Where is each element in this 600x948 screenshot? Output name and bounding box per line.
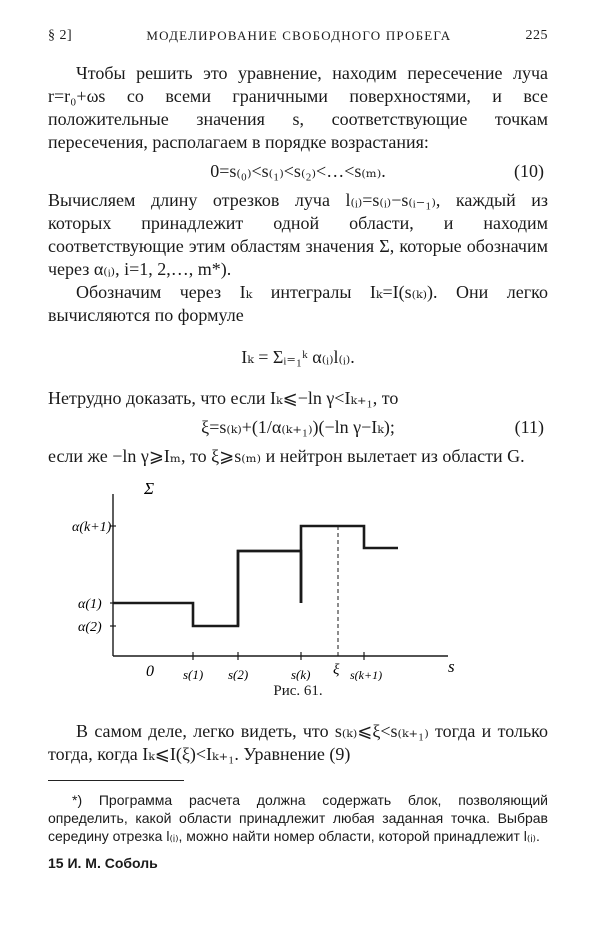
equation-10-number: (10) [514, 161, 544, 181]
origin-label: 0 [146, 663, 154, 680]
paragraph-2: Вычисляем длину отрезков луча l₍ᵢ₎=s₍ᵢ₎−s₍ᵢ₋₁₎, каждый из которых принадлежит одной области, и находим соответствующие этим областям значения Σ, которые обозначим через α₍ᵢ₎, i=1, 2,…, m*). [48, 190, 548, 279]
y-axis-label: Σ [144, 479, 155, 498]
page-number: 225 [525, 28, 548, 43]
equation-11-number: (11) [514, 417, 544, 437]
running-title: МОДЕЛИРОВАНИЕ СВОБОДНОГО ПРОБЕГА [146, 28, 452, 43]
section-marker: § 2] [48, 28, 73, 43]
footnote-rule [48, 780, 184, 781]
x-tick-label-s1: s(1) [183, 667, 204, 681]
footnote: *) Программа расчета должна содержать блок, позволяющий определить, какой области принадлежит любая заданная точка. Выбрав середину отрезка l₍ᵢ₎, можно найти номер области, которой принадлежит l₍ᵢ₎. [48, 792, 548, 844]
y-tick-label-1: α(1) [78, 597, 102, 612]
step-function-line [113, 526, 398, 626]
page-header [48, 28, 548, 44]
x-tick-label-sk1: s(k+1) [350, 668, 383, 681]
equation-10 [48, 160, 548, 183]
book-page [48, 28, 548, 871]
figure-caption: Рис. 61. [273, 683, 323, 699]
step-segment-s2-sk [238, 551, 301, 626]
step-function-plot [48, 476, 548, 681]
signature-mark: 15 И. М. Соболь [48, 855, 158, 871]
equation-11-body: ξ=s₍ₖ₎+(1/α₍ₖ₊₁₎)(−ln γ−Iₖ); [201, 417, 395, 437]
paragraph-3: Обозначим через Iₖ интегралы Iₖ=I(s₍ₖ₎). Они легко вычисляются по формуле [48, 282, 548, 325]
x-tick-label-s2: s(2) [228, 667, 249, 681]
x-tick-label-xi: ξ [333, 662, 340, 678]
paragraph-4: Нетрудно доказать, что если Iₖ⩽−ln γ<Iₖ₊₁, то [48, 388, 399, 408]
paragraph-1: Чтобы решить это уравнение, находим пересечение луча r=r₀+ωs со всеми граничными поверхностями, и все положительные значения s, соответствующие точкам пересечения, располагаем в порядке возрастания: [48, 63, 548, 152]
y-tick-label-k1: α(k+1) [72, 520, 112, 535]
equation-11 [48, 416, 548, 439]
equation-sum: Iₖ = Σᵢ₌₁ᵏ α₍ᵢ₎l₍ᵢ₎. [241, 347, 355, 367]
figure-61 [48, 476, 548, 681]
equation-10-body: 0=s₍₀₎<s₍₁₎<s₍₂₎<…<s₍ₘ₎. [210, 161, 386, 181]
paragraph-6: В самом деле, легко видеть, что s₍ₖ₎⩽ξ<s₍ₖ₊₁₎ тогда и только тогда, когда Iₖ⩽I(ξ)<Iₖ₊₁. Уравнение (9) [48, 721, 548, 764]
paragraph-5: если же −ln γ⩾Iₘ, то ξ⩾s₍ₘ₎ и нейтрон вылетает из области G. [48, 446, 525, 466]
x-axis-label: s [448, 657, 455, 676]
x-tick-label-sk: s(k) [291, 667, 311, 681]
y-tick-label-2: α(2) [78, 620, 102, 635]
